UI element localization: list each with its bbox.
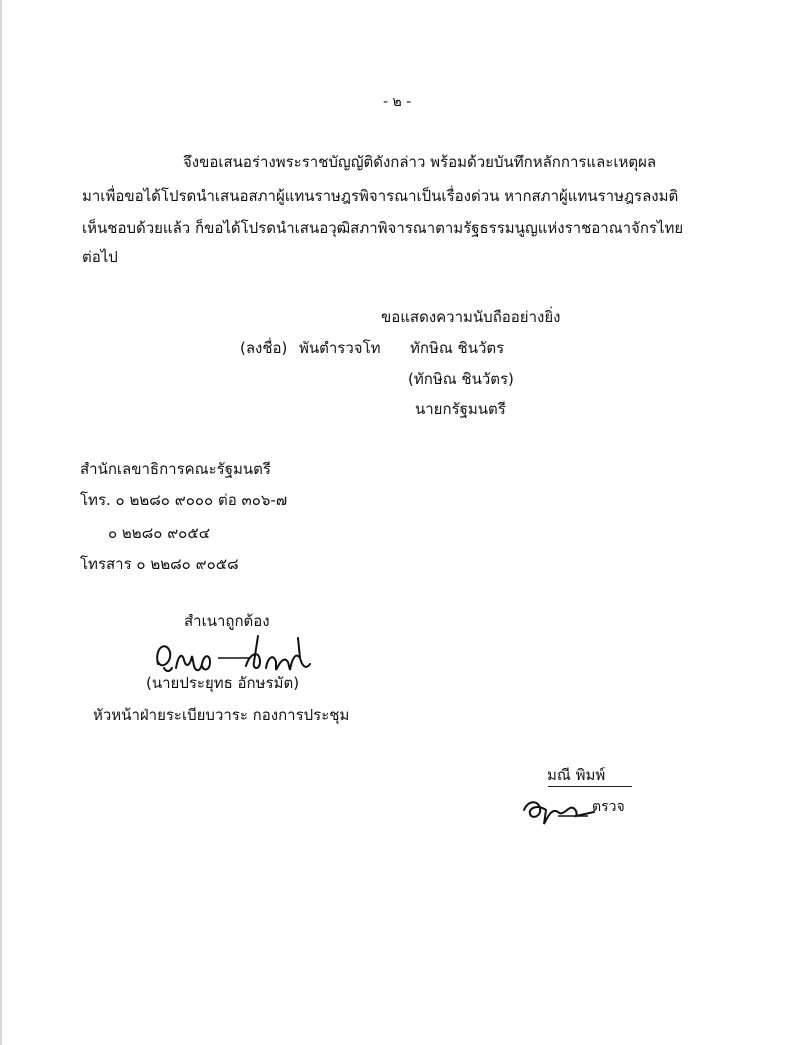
typist-underline <box>548 786 632 787</box>
scan-edge <box>0 0 2 1045</box>
page-number: - ๒ - <box>383 94 412 110</box>
certify-label: สำเนาถูกต้อง <box>184 612 270 630</box>
signer-rank: พันตำรวจโท <box>299 339 381 357</box>
office-fax: โทรสาร ๐ ๒๒๘๐ ๙๐๕๘ <box>80 555 239 573</box>
signer-name-paren: (ทักษิณ ชินวัตร) <box>408 370 514 388</box>
checker-label: ตรวจ <box>592 799 625 815</box>
closing-respect: ขอแสดงความนับถืออย่างยิ่ง <box>381 308 561 326</box>
body-line-3: เห็นชอบด้วยแล้ว ก็ขอได้โปรดนำเสนอวุฒิสภาพิจารณาตามรัฐธรรมนูญแห่งราชอาณาจักรไทย <box>82 219 684 237</box>
certifier-name: (นายประยุทธ อักษรมัต) <box>146 674 300 692</box>
body-line-2: มาเพื่อขอได้โปรดนำเสนอสภาผู้แทนราษฎรพิจารณาเป็นเรื่องด่วน หากสภาผู้แทนราษฎรลงมติ <box>82 187 679 205</box>
certifier-position: หัวหน้าฝ่ายระเบียบวาระ กองการประชุม <box>93 706 350 724</box>
signed-label: (ลงชื่อ) <box>240 339 288 357</box>
signer-name: ทักษิณ ชินวัตร <box>410 339 505 357</box>
typist-names: มณี พิมพ์ <box>547 766 606 784</box>
signer-position: นายกรัฐมนตรี <box>415 400 506 418</box>
office-name: สำนักเลขาธิการคณะรัฐมนตรี <box>80 460 271 478</box>
office-tel-2: ๐ ๒๒๘๐ ๙๐๕๔ <box>108 524 211 542</box>
body-line-4: ต่อไป <box>82 248 118 266</box>
office-tel-1: โทร. ๐ ๒๒๘๐ ๙๐๐๐ ต่อ ๓๐๖-๗ <box>80 491 288 509</box>
body-line-1: จึงขอเสนอร่างพระราชบัญญัติดังกล่าว พร้อมด้วยบันทึกหลักการและเหตุผล <box>183 153 657 171</box>
